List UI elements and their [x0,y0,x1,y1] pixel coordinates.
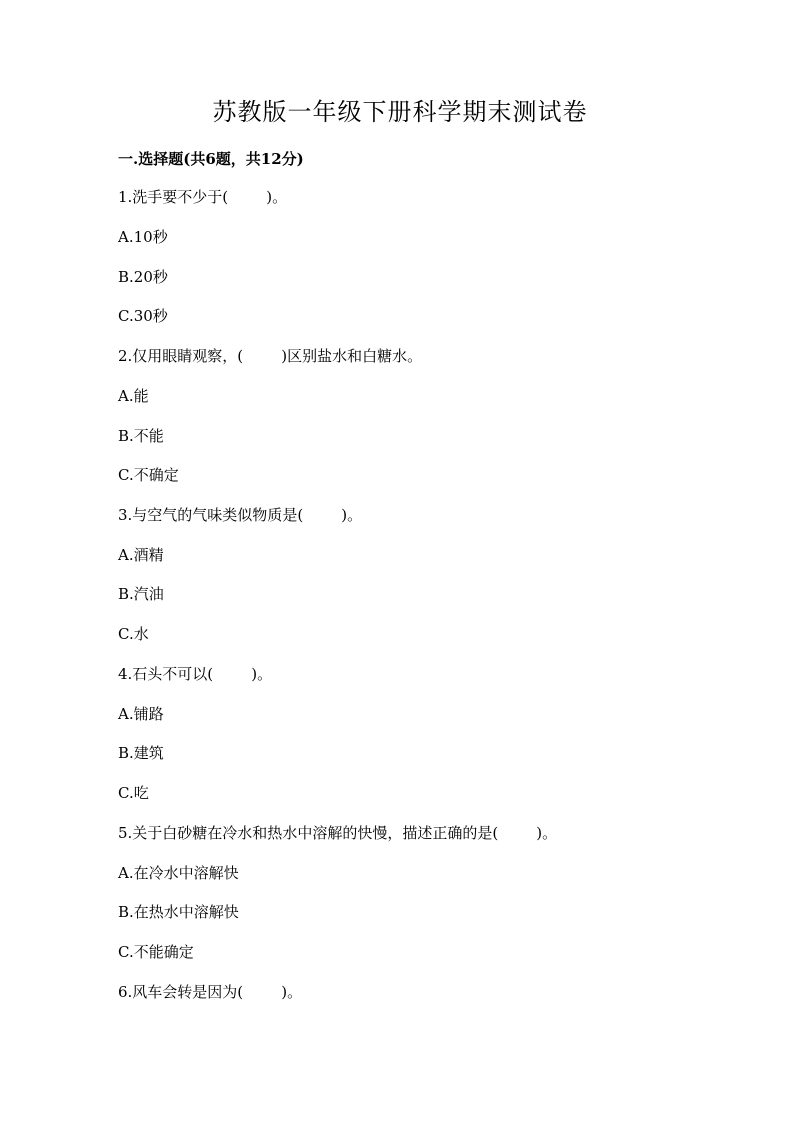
question-option: C.吃 [118,784,149,802]
question-option: C.水 [118,625,149,643]
question-option: C.30秒 [118,307,168,325]
question-option: A.能 [118,387,149,405]
question-option: B.汽油 [118,585,164,603]
question-stem: 2.仅用眼睛观察，( )区别盐水和白糖水。 [118,347,423,365]
question-stem: 4.石头不可以( )。 [118,665,273,683]
section-heading: 一.选择题(共6题，共12分) [118,150,304,168]
question-option: B.不能 [118,427,164,445]
question-stem: 5.关于白砂糖在冷水和热水中溶解的快慢，描述正确的是( )。 [118,824,558,842]
document-title: 苏教版一年级下册科学期末测试卷 [212,98,588,126]
question-option: A.10秒 [118,228,168,246]
question-option: A.酒精 [118,546,164,564]
question-option: C.不确定 [118,466,179,484]
question-option: B.在热水中溶解快 [118,903,239,921]
question-stem: 6.风车会转是因为( )。 [118,983,303,1001]
question-option: C.不能确定 [118,943,194,961]
question-option: A.在冷水中溶解快 [118,864,239,882]
question-stem: 3.与空气的气味类似物质是( )。 [118,506,363,524]
question-option: B.20秒 [118,268,168,286]
question-stem: 1.洗手要不少于( )。 [118,188,288,206]
question-option: B.建筑 [118,744,164,762]
question-option: A.铺路 [118,705,164,723]
